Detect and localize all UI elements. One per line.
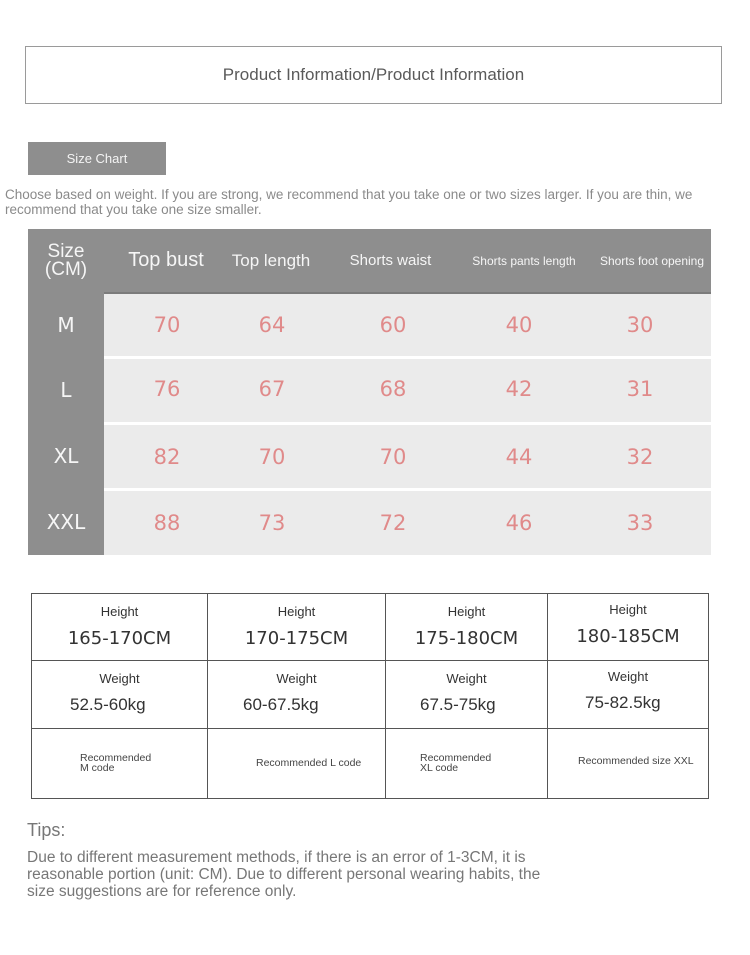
height-range: 165-170CM — [67, 628, 172, 649]
size-value: 60 — [379, 313, 407, 337]
size-value: 72 — [379, 511, 407, 535]
height-label: Height — [100, 604, 139, 619]
size-value: 40 — [505, 313, 533, 337]
tips-text: Due to different measurement methods, if there is an error of 1-3CM, it is reasonable portion (unit: CM). Due to different personal wearing habits, the size suggestions are for reference only. — [27, 849, 541, 900]
recommended-code-line: Recommended — [80, 752, 152, 764]
weight-cell — [208, 661, 386, 729]
recommended-code-cell — [32, 729, 208, 799]
size-value: 70 — [258, 445, 286, 469]
size-advice-note: Choose based on weight. If you are strong, we recommend that you take one or two sizes larger. If you are thin, we recommend that you take one size smaller. — [5, 187, 693, 217]
size-value: 76 — [153, 377, 181, 401]
weight-cell — [386, 661, 548, 729]
recommended-code-cell — [548, 729, 709, 799]
column-header: Top length — [231, 250, 311, 270]
height-cell — [32, 594, 208, 661]
weight-range: 67.5-75kg — [420, 695, 496, 714]
header-divider — [104, 292, 711, 294]
size-value: 44 — [505, 445, 533, 469]
product-info-title — [25, 46, 722, 104]
size-value: 46 — [505, 511, 533, 535]
column-header: Shorts pants length — [472, 253, 576, 268]
row-separator — [104, 488, 711, 491]
weight-label: Weight — [446, 671, 487, 686]
height-cell — [208, 594, 386, 661]
size-chart-chip-label: Size Chart — [66, 151, 128, 166]
height-cell — [386, 594, 548, 661]
corner-label-size: Size — [47, 240, 85, 262]
weight-label: Weight — [276, 671, 317, 686]
size-value: 70 — [379, 445, 407, 469]
weight-range: 60-67.5kg — [243, 695, 319, 714]
recommended-code-line: M code — [80, 762, 115, 774]
weight-label: Weight — [607, 669, 649, 684]
size-value: 70 — [153, 313, 181, 337]
row-separator — [104, 356, 711, 359]
weight-cell — [32, 661, 208, 729]
weight-label: Weight — [99, 671, 140, 686]
size-chart-chip — [28, 142, 166, 175]
weight-range: 75-82.5kg — [585, 693, 661, 712]
recommended-code: Recommended L code — [256, 757, 362, 769]
size-label: XXL — [46, 510, 86, 534]
size-value: 32 — [626, 445, 654, 469]
recommended-code-cell — [386, 729, 548, 799]
recommended-code-line: XL code — [420, 762, 459, 774]
size-chart-table — [28, 229, 711, 555]
recommended-code-line: Recommended — [420, 752, 492, 764]
recommended-code — [420, 753, 491, 773]
column-header: Shorts foot opening — [599, 253, 705, 268]
size-value: 30 — [626, 313, 654, 337]
size-value: 68 — [379, 377, 407, 401]
size-recommendation-table — [31, 593, 709, 799]
size-chart-header-row — [28, 229, 711, 292]
column-header: Top bust — [128, 249, 204, 271]
product-info-title-text: Product Information/Product Information — [222, 65, 525, 84]
height-range: 170-175CM — [244, 628, 349, 649]
row-separator — [104, 422, 711, 425]
column-header: Shorts waist — [349, 252, 432, 269]
height-label: Height — [277, 604, 316, 619]
size-value: 82 — [153, 445, 181, 469]
size-label: XL — [53, 443, 79, 468]
tips-title: Tips: — [27, 820, 66, 840]
size-value: 31 — [626, 377, 654, 401]
size-value: 42 — [505, 377, 533, 401]
weight-range: 52.5-60kg — [70, 695, 146, 714]
size-value: 88 — [153, 511, 181, 535]
height-label: Height — [447, 604, 486, 619]
height-label: Height — [609, 602, 647, 617]
height-cell — [548, 594, 709, 661]
corner-header — [28, 229, 104, 292]
size-label: L — [60, 377, 72, 402]
corner-label-unit: (CM) — [44, 258, 88, 280]
height-range: 175-180CM — [414, 628, 519, 649]
size-value: 64 — [258, 313, 286, 337]
size-label: M — [57, 312, 75, 337]
recommended-code — [80, 753, 151, 773]
size-value: 33 — [626, 511, 654, 535]
recommended-code: Recommended size XXL — [578, 755, 694, 767]
size-value: 67 — [258, 377, 286, 401]
weight-cell — [548, 661, 709, 729]
recommended-code-cell — [208, 729, 386, 799]
size-value: 73 — [258, 511, 286, 535]
height-range: 180-185CM — [576, 626, 680, 647]
